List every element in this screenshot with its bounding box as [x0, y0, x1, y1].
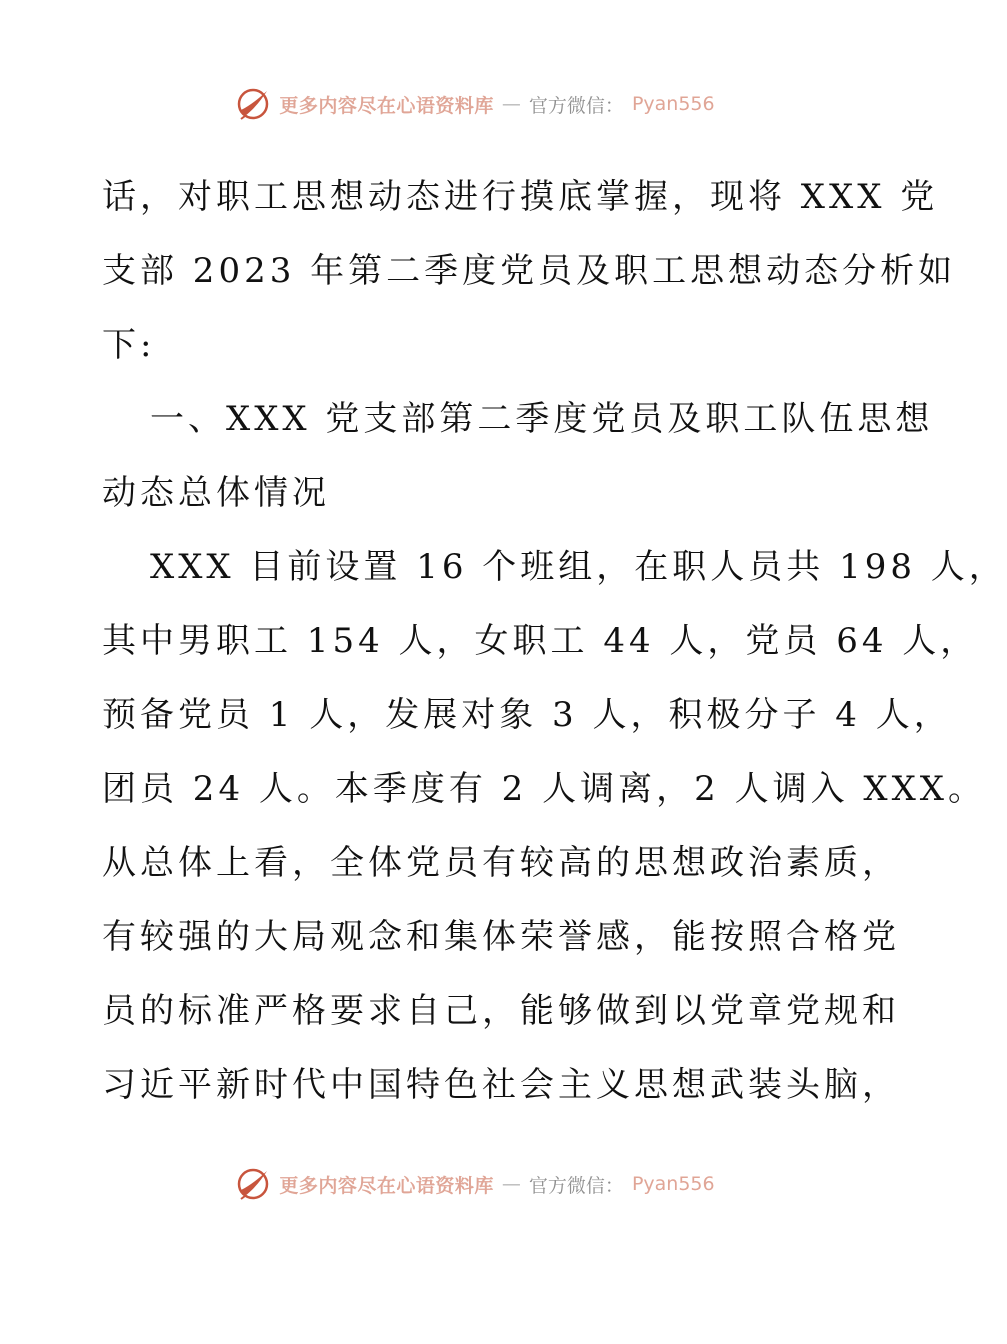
text-line: 员的标准严格要求自己，能够做到以党章党规和	[102, 991, 900, 1031]
header-watermark	[0, 82, 950, 126]
section-heading: 一、XXX 党支部第二季度党员及职工队伍思想	[150, 399, 934, 439]
watermark-account-label: 官方微信：	[528, 94, 624, 117]
text-line: 话，对职工思想动态进行摸底掌握，现将 XXX 党	[102, 177, 939, 217]
text-line: 有较强的大局观念和集体荣誉感，能按照合格党	[102, 917, 900, 957]
text-line: 其中男职工 154 人，女职工 44 人，党员 64 人，	[102, 621, 979, 661]
text-line: 下:	[102, 325, 156, 365]
paragraph-start: XXX 目前设置 16 个班组，在职人员共 198 人，	[150, 547, 1007, 587]
text-line: 习近平新时代中国特色社会主义思想武装头脑，	[102, 1065, 900, 1105]
watermark-separator: —	[501, 1173, 521, 1195]
watermark-account-id: Pyan556	[631, 93, 715, 115]
text-line: 支部 2023 年第二季度党员及职工思想动态分析如	[102, 251, 957, 291]
watermark-account-id: Pyan556	[631, 1173, 715, 1195]
section-heading-continued: 动态总体情况	[102, 473, 330, 513]
watermark-text: 更多内容尽在心语资料库	[279, 94, 494, 117]
footer-watermark	[0, 1162, 950, 1206]
text-line: 团员 24 人。本季度有 2 人调离，2 人调入 XXX。	[102, 769, 986, 809]
quill-circle-logo-icon	[235, 1166, 271, 1202]
text-line: 从总体上看，全体党员有较高的思想政治素质，	[102, 843, 900, 883]
quill-circle-logo-icon	[235, 86, 271, 122]
watermark-account-label: 官方微信：	[528, 1174, 624, 1197]
text-line: 预备党员 1 人，发展对象 3 人，积极分子 4 人，	[102, 695, 952, 735]
body-text	[102, 160, 1007, 1122]
watermark-separator: —	[501, 93, 521, 115]
watermark-text: 更多内容尽在心语资料库	[279, 1174, 494, 1197]
